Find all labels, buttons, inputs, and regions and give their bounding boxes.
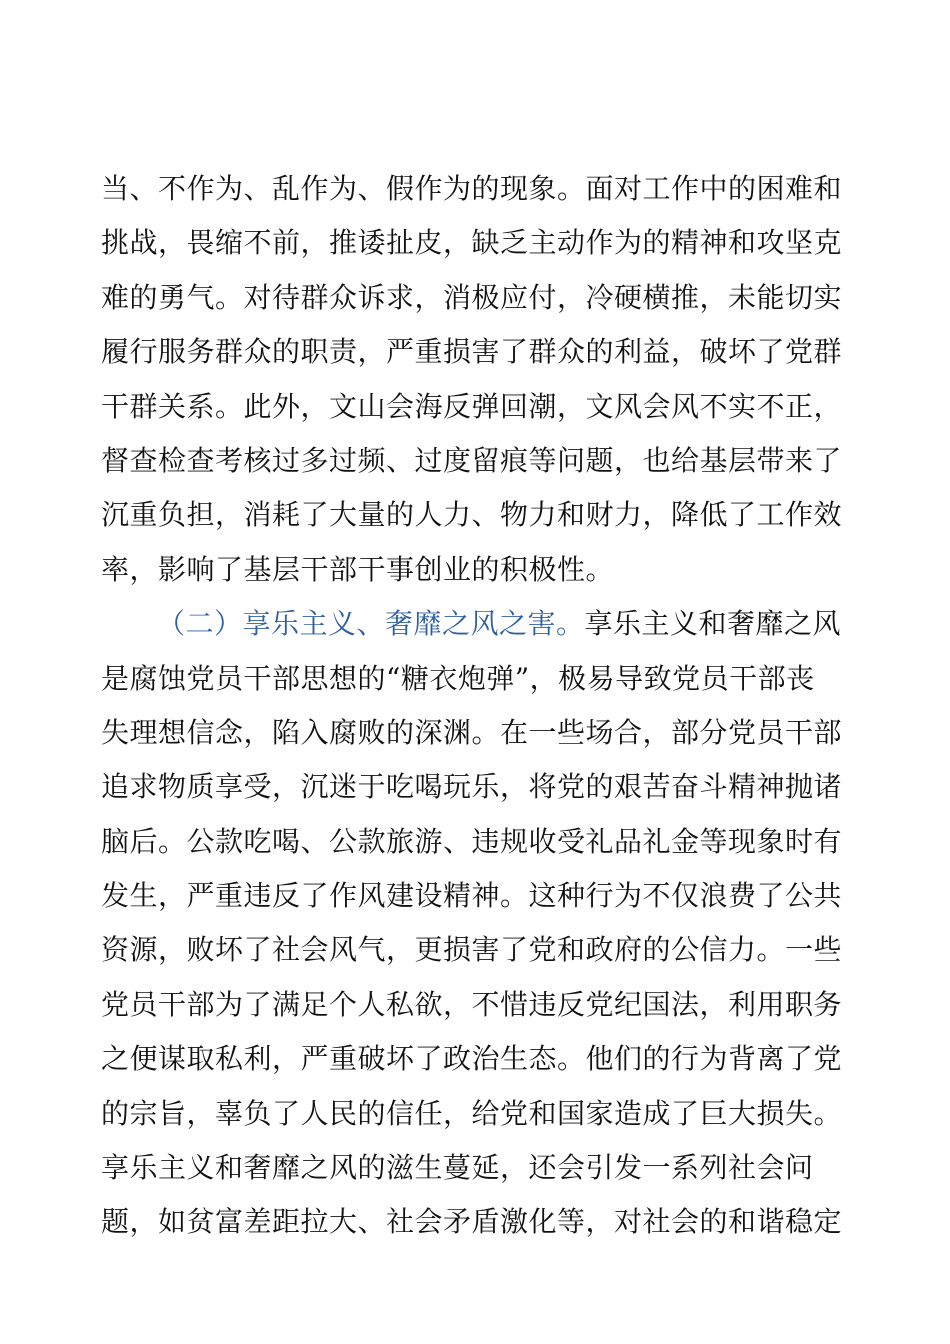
text-line: 享乐主义和奢靡之风的滋生蔓延，还会引发一系列社会问 <box>101 1151 814 1185</box>
text-line: 干群关系。此外，文山会海反弹回潮，文风会风不实不正， <box>101 389 843 423</box>
paragraph-1 <box>101 162 851 597</box>
text-line: 沉重负担，消耗了大量的人力、物力和财力，降低了工作效 <box>101 498 843 532</box>
text-line: 失理想信念，陷入腐败的深渊。在一些场合，部分党员干部 <box>101 715 843 749</box>
text-line: 督查检查考核过多过频、过度留痕等问题，也给基层带来了 <box>101 443 843 477</box>
text-line: 资源，败坏了社会风气，更损害了党和政府的公信力。一些 <box>101 933 843 967</box>
text-line: 追求物质享受，沉迷于吃喝玩乐，将党的艰苦奋斗精神抛诸 <box>101 770 843 804</box>
paragraph-2 <box>101 597 851 1250</box>
paragraph-2-first-line <box>101 597 851 651</box>
text-line: 挑战，畏缩不前，推诿扯皮，缺乏主动作为的精神和攻坚克 <box>101 226 843 260</box>
text-line: 当、不作为、乱作为、假作为的现象。面对工作中的困难和 <box>101 172 843 205</box>
text-line: 的宗旨，辜负了人民的信任，给党和国家造成了巨大损失。 <box>101 1096 843 1130</box>
text-line: 履行服务群众的职责，严重损害了群众的利益，破坏了党群 <box>101 335 843 369</box>
text-line: 之便谋取私利，严重破坏了政治生态。他们的行为背离了党 <box>101 1042 843 1076</box>
text-line: 脑后。公款吃喝、公款旅游、违规收受礼品礼金等现象时有 <box>101 824 843 858</box>
text-run: 享乐主义和奢靡之风 <box>584 607 842 641</box>
text-line: 党员干部为了满足个人私欲，不惜违反党纪国法，利用职务 <box>101 987 843 1021</box>
section-heading: （二）享乐主义、奢靡之风之害。 <box>157 607 585 641</box>
text-line: 率，影响了基层干部干事创业的积极性。 <box>101 552 615 586</box>
body-text <box>101 162 851 1250</box>
text-line: 是腐蚀党员干部思想的“糖衣炮弹”，极易导致党员干部丧 <box>101 661 815 695</box>
text-line: 题，如贫富差距拉大、社会矛盾激化等，对社会的和谐稳定 <box>101 1205 843 1239</box>
text-line: 发生，严重违反了作风建设精神。这种行为不仅浪费了公共 <box>101 879 843 913</box>
text-line: 难的勇气。对待群众诉求，消极应付，冷硬横推，未能切实 <box>101 280 843 314</box>
